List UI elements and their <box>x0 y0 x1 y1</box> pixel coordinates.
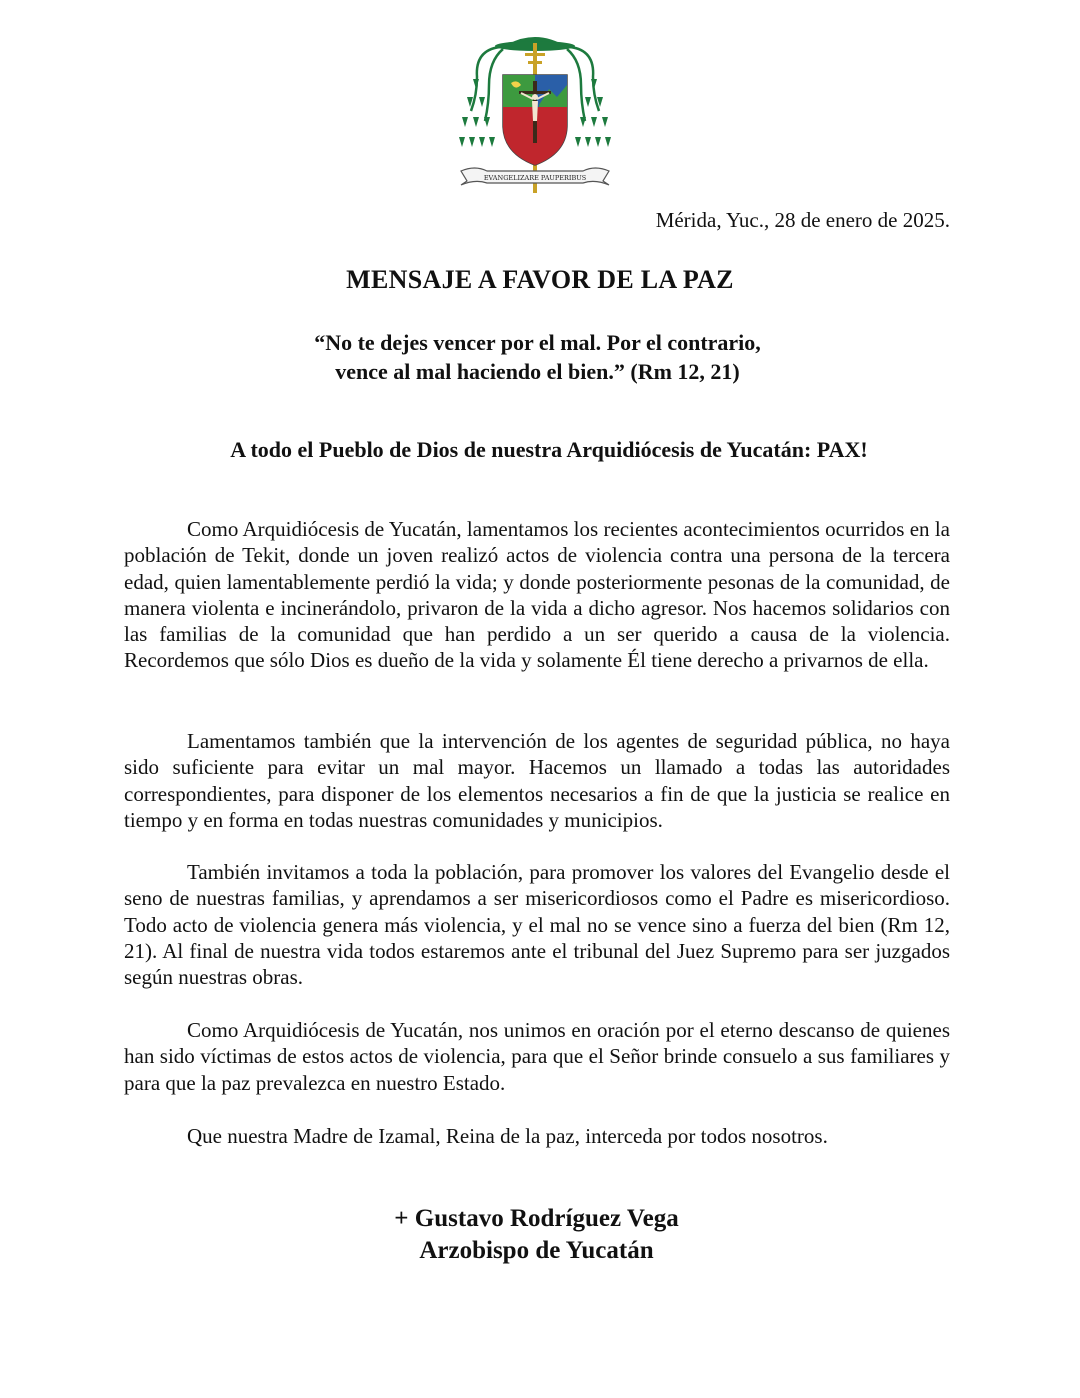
body-paragraph: También invitamos a toda la población, para promover los valores del Evangelio desde el seno de nuestras familias, y aprendamos a ser misericordiosos como el Padre es misericordioso. Todo acto de violencia genera más violencia, y el mal no se vence sino a fuerza del bien (Rm 12, 21). Al final de nuestra vida todos estaremos ante el tribunal del Juez Supremo para ser juzgados según nuestras obras. <box>124 860 950 990</box>
document-title: MENSAJE A FAVOR DE LA PAZ <box>346 265 734 294</box>
scripture-quote-line-1: “No te dejes vencer por el mal. Por el contrario, <box>314 330 761 355</box>
signature-block <box>0 1203 1073 1267</box>
body-paragraph: Como Arquidiócesis de Yucatán, lamentamos los recientes acontecimientos ocurridos en la población de Tekit, donde un joven realizó actos de violencia contra una persona de la tercera edad, quien lamentablemente perdió la vida; y donde posteriormente pesonas de la comunidad, de manera violenta e incinerándolo, privaron de la vida a dicho agresor. Nos hacemos solidarios con las familias de la comunidad que han perdido a un ser querido a causa de la violencia. Recordemos que sólo Dios es dueño de la vida y solamente Él tiene derecho a privarnos de ella. <box>124 517 950 673</box>
signer-title: Arzobispo de Yucatán <box>419 1237 654 1264</box>
svg-text:EVANGELIZARE PAUPERIBUS: EVANGELIZARE PAUPERIBUS <box>483 174 587 182</box>
scripture-quote <box>0 328 1075 386</box>
archdiocese-coat-of-arms-icon <box>455 25 615 197</box>
greeting: A todo el Pueblo de Dios de nuestra Arquidiócesis de Yucatán: PAX! <box>230 437 868 462</box>
scripture-quote-line-2: vence al mal haciendo el bien.” (Rm 12, 21) <box>335 359 740 384</box>
signer-name: + Gustavo Rodríguez Vega <box>394 1205 679 1232</box>
body-paragraph: Lamentamos también que la intervención de los agentes de seguridad pública, no haya sido suficiente para evitar un mal mayor. Hacemos un llamado a todas las autoridades correspondientes, para disponer de los elementos necesarios a fin de que la justicia se realice en tiempo y en forma en todas nuestras comunidades y municipios. <box>124 729 950 832</box>
place-date: Mérida, Yuc., 28 de enero de 2025. <box>655 208 950 232</box>
closing-paragraph: Que nuestra Madre de Izamal, Reina de la paz, interceda por todos nosotros. <box>187 1124 828 1148</box>
body-paragraph: Como Arquidiócesis de Yucatán, nos unimos en oración por el eterno descanso de quienes han sido víctimas de estos actos de violencia, para que el Señor brinde consuelo a sus familiares y para que la paz prevalezca en nuestro Estado. <box>124 1018 950 1095</box>
